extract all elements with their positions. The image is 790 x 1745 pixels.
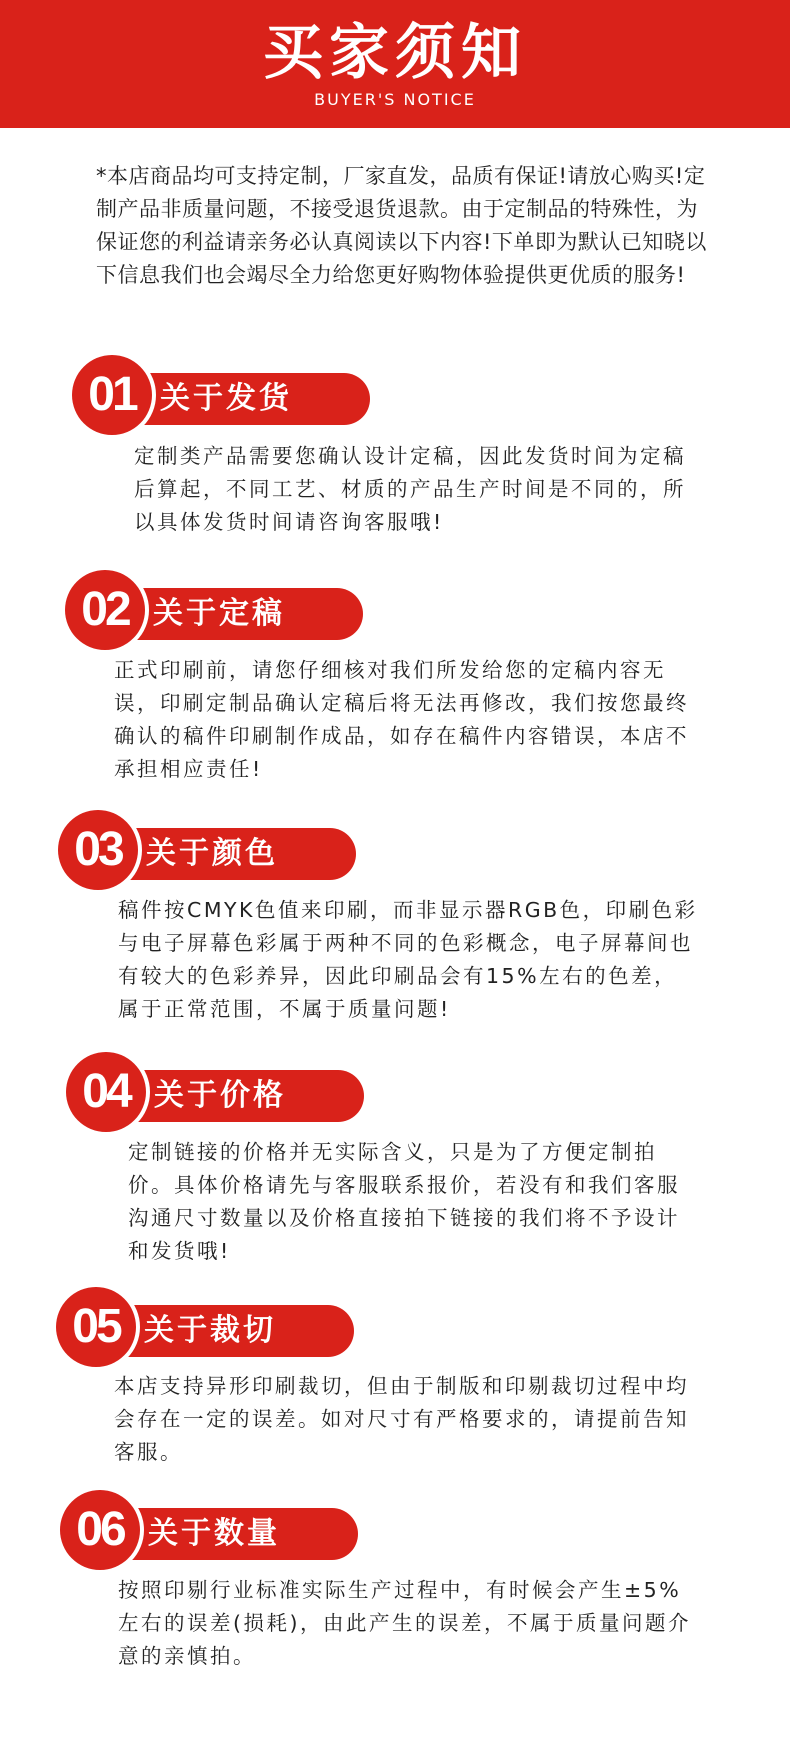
section-title: 关于裁切 [144,1313,276,1348]
section-title: 关于颜色 [146,836,278,871]
section-header [58,810,388,890]
section-header [56,1287,386,1367]
section-title: 关于定稿 [153,596,285,631]
section-title: 关于数量 [148,1516,280,1551]
page-title: 买家须知 [263,18,527,88]
section-number: 05 [72,1300,120,1353]
section-number: 06 [76,1503,124,1556]
section-text: 正式印刷前，请您仔细核对我们所发给您的定稿内容无误，印刷定制品确认定稿后将无法再修改，我们按您最终确认的稿件印刷制作成品，如存在稿件内容错误，本店不承担相应责任! [114,658,689,781]
section-header [66,1052,396,1132]
section-number: 02 [81,583,129,636]
section-header [72,355,402,435]
section-header [60,1490,390,1570]
section-text: 稿件按CMYK色值来印刷，而非显示器RGB色，印刷色彩与电子屏幕色彩属于两种不同的色彩概念，电子屏幕间也有较大的色彩养异，因此印刷品会有15%左右的色差，属于正常范围，不属于质量问题! [118,898,698,1021]
section-header [65,570,395,650]
header-banner [0,0,790,128]
section-number: 04 [82,1065,130,1118]
intro-text: *本店商品均可支持定制，厂家直发，品质有保证!请放心购买!定制产品非质量问题，不接受退货退款。由于定制品的特殊性，为保证您的利益请亲务必认真阅读以下内容!下单即为默认已知晓以下信息我们也会竭尽全力给您更好购物体验提供更优质的服务! [96,164,707,287]
section-text: 按照印剔行业标准实际生产过程中，有时候会产生±5%左右的误差(损耗)，由此产生的误差，不属于质量问题介意的亲慎拍。 [118,1578,691,1668]
section-text: 定制链接的价格并无实际含义，只是为了方便定制拍价。具体价格请先与客服联系报价，若没有和我们客服沟通尺寸数量以及价格直接拍下链接的我们将不予设计和发货哦! [128,1140,680,1263]
section-title: 关于发货 [160,381,292,416]
section-number: 03 [74,823,122,876]
section-title: 关于价格 [154,1078,286,1113]
section-text: 本店支持异形印刷裁切，但由于制版和印剔裁切过程中均会存在一定的误差。如对尺寸有严格要求的，请提前告知客服。 [114,1374,689,1464]
section-number: 01 [88,368,136,421]
section-text: 定制类产品需要您确认设计定稿，因此发货时间为定稿后算起，不同工艺、材质的产品生产时间是不同的，所以具体发货时间请咨询客服哦! [134,444,686,534]
page-subtitle: BUYER'S NOTICE [314,90,476,109]
